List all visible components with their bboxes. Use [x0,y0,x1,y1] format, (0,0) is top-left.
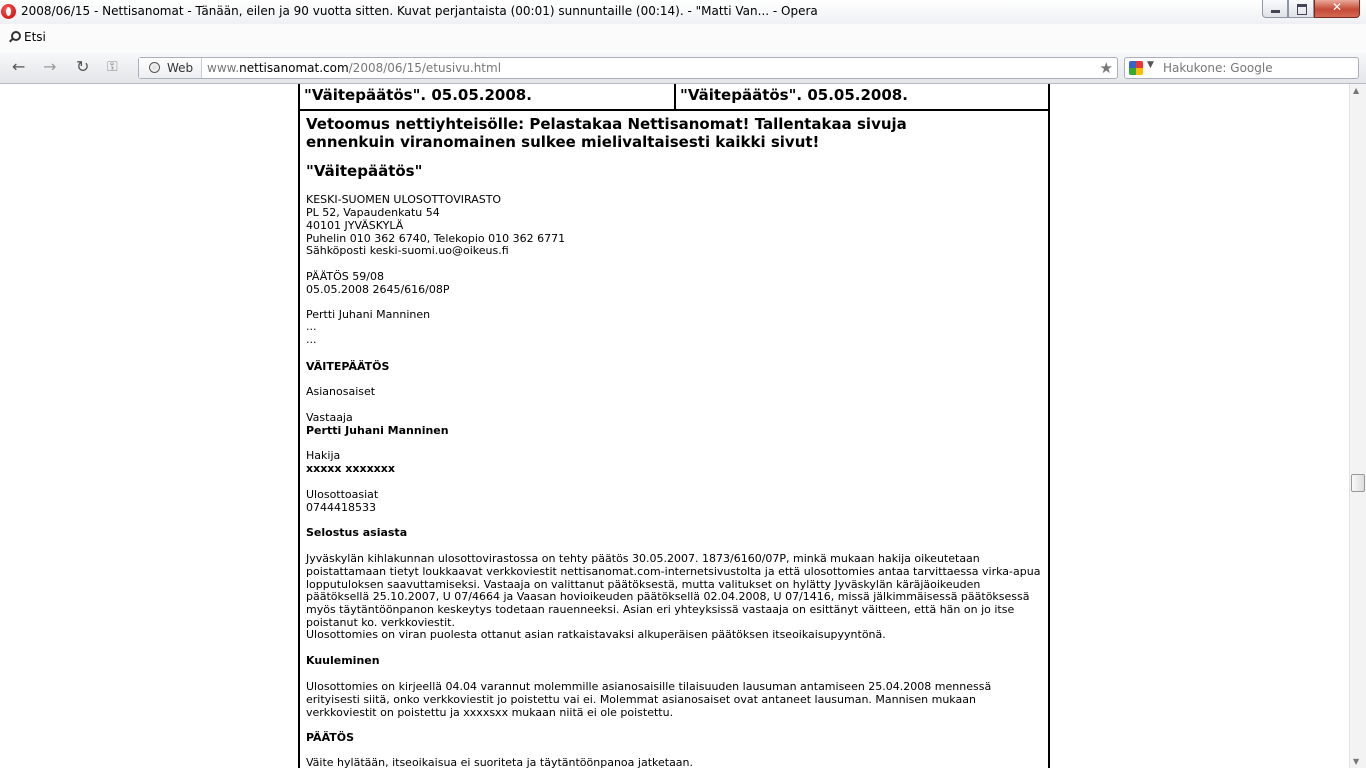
scroll-down-icon[interactable]: ▼ [1353,757,1360,766]
forward-arrow-icon[interactable]: → [43,57,57,76]
search-engine-placeholder: Hakukone: Google [1163,61,1273,75]
url-host: nettisanomat.com [239,61,349,75]
maximize-button[interactable] [1288,0,1314,18]
parties-label: Asianosaiset [306,385,376,398]
back-arrow-icon[interactable]: ← [12,57,26,76]
applicant-label: Hakija [306,449,341,462]
appeal-headline: Vetoomus nettiyhteisölle: Pelastakaa Nettisanomat! Tallentakaa sivuja ennenkuin viranomainen sulkee mielivaltaisesti kaikki sivut! [306,115,907,151]
case-label: Ulosottoasiat [306,488,379,501]
decision-heading: PÄÄTÖS [306,731,355,744]
case-number: 0744418533 [306,501,376,514]
url-prefix: www. [207,61,240,75]
section-title: VÄITEPÄÄTÖS [306,360,390,373]
minimize-button[interactable] [1262,0,1288,18]
menu-bar [0,24,1366,52]
top-right-link[interactable]: "Väitepäätös". 05.05.2008. [680,86,908,104]
hearing-heading: Kuuleminen [306,654,380,667]
ellipsis: ... [306,320,317,333]
decision-text: Väite hylätään, itseoikaisua ei suoriteta ja täytäntöönpanoa jatketaan. [306,756,694,768]
ellipsis: ... [306,333,317,346]
vertical-scrollbar[interactable] [1349,84,1366,768]
site-info-button[interactable] [139,58,202,78]
address-bar[interactable] [138,57,1118,79]
scrollbar-thumb[interactable] [1351,474,1365,492]
explanation-heading: Selostus asiasta [306,526,408,539]
address-line: PL 52, Vapaudenkatu 54 [306,206,440,219]
address-line: 40101 JYVÄSKYLÄ [306,219,404,232]
search-icon [8,31,20,43]
decision-date: 05.05.2008 2645/616/08P [306,283,450,296]
opera-logo-icon[interactable] [1,4,16,19]
address-line: Puhelin 010 362 6740, Telekopio 010 362 6771 [306,232,566,245]
title-bar [0,0,1366,24]
close-button[interactable] [1314,0,1360,18]
google-icon[interactable] [1129,61,1143,75]
url-text[interactable] [207,58,501,78]
key-icon[interactable]: ⚿ [107,59,118,75]
hearing-text: Ulosottomies on kirjeellä 04.04 varannut molemmille asianosaisille tilaisuuden lausuman antamiseen 25.04.2008 mennessä erityisesti siitä, onko verkkoviestit jo poistettu vai ei. Molemmat asianosaiset ovat antaneet lausuman. Mannisen mukaan verkkoviestit on poistettu ja xxxxsxx mukaan niitä ei ole poistettu. [306,680,992,719]
respondent-name: Pertti Juhani Manninen [306,424,449,437]
globe-icon [149,62,160,73]
address-line: KESKI-SUOMEN ULOSOTTOVIRASTO [306,193,502,206]
url-path: /2008/06/15/etusivu.html [348,61,502,75]
search-menu-label: Etsi [24,30,46,44]
decision-number: PÄÄTÖS 59/08 [306,270,384,283]
chevron-down-icon[interactable]: ▼ [1147,60,1154,70]
explanation-text-2: Ulosottomies on viran puolesta ottanut asian ratkaistavaksi alkuperäisen päätöksen itseoikaisupyyntönä. [306,628,886,641]
person-name: Pertti Juhani Manninen [306,308,431,321]
applicant-name: xxxxx xxxxxxx [306,462,395,475]
top-left-link[interactable]: "Väitepäätös". 05.05.2008. [304,86,532,104]
search-engine-field[interactable] [1124,57,1359,79]
scroll-up-icon[interactable]: ▲ [1353,86,1360,95]
link-row [300,84,1048,111]
bookmark-star-icon[interactable]: ★ [1099,59,1113,77]
respondent-label: Vastaaja [306,411,353,424]
explanation-text: Jyväskylän kihlakunnan ulosottovirastossa on tehty päätös 30.05.2007. 1873/6160/07P, minkä mukaan hakija oikeutetaan poistattamaan tietyt loukkaavat verkkoviestit nettisanomat.com-internetsivustolta ja että ulosottomies antaa tarvittaessa virka-apua lopputuloksen saavuttamiseksi. Vastaaja on valittanut päätöksestä, mutta valitukset on hylätty Jyväskylän käräjäoikeuden päätöksellä 25.10.2007, U 07/4664 ja Vaasan hovioikeuden päätöksellä 02.04.2008, U 07/1416, missä jälkimmäisessä päätöksessä myös täytäntöönpanon keskeytys todetaan rauenneeksi. Asian eri yhteyksissä vastaaja on esittänyt väitteen, että hän on jo itse poistanut ko. verkkoviestit. [306,552,1041,629]
site-info-label: Web [167,61,194,75]
window-title: 2008/06/15 - Nettisanomat - Tänään, eilen ja 90 vuotta sitten. Kuvat perjantaista (00:01) sunnuntaille (00:14). - "Matti Van... - Opera [21,4,818,18]
column-divider [674,84,676,109]
reload-icon[interactable]: ↻ [76,57,90,76]
page-viewport [0,84,1349,768]
address-line: Sähköposti keski-suomi.uo@oikeus.fi [306,244,509,257]
search-menu-button[interactable] [8,30,46,44]
article-title: "Väitepäätös" [306,162,423,180]
navigation-toolbar [0,52,1366,84]
article-column [298,84,1050,768]
